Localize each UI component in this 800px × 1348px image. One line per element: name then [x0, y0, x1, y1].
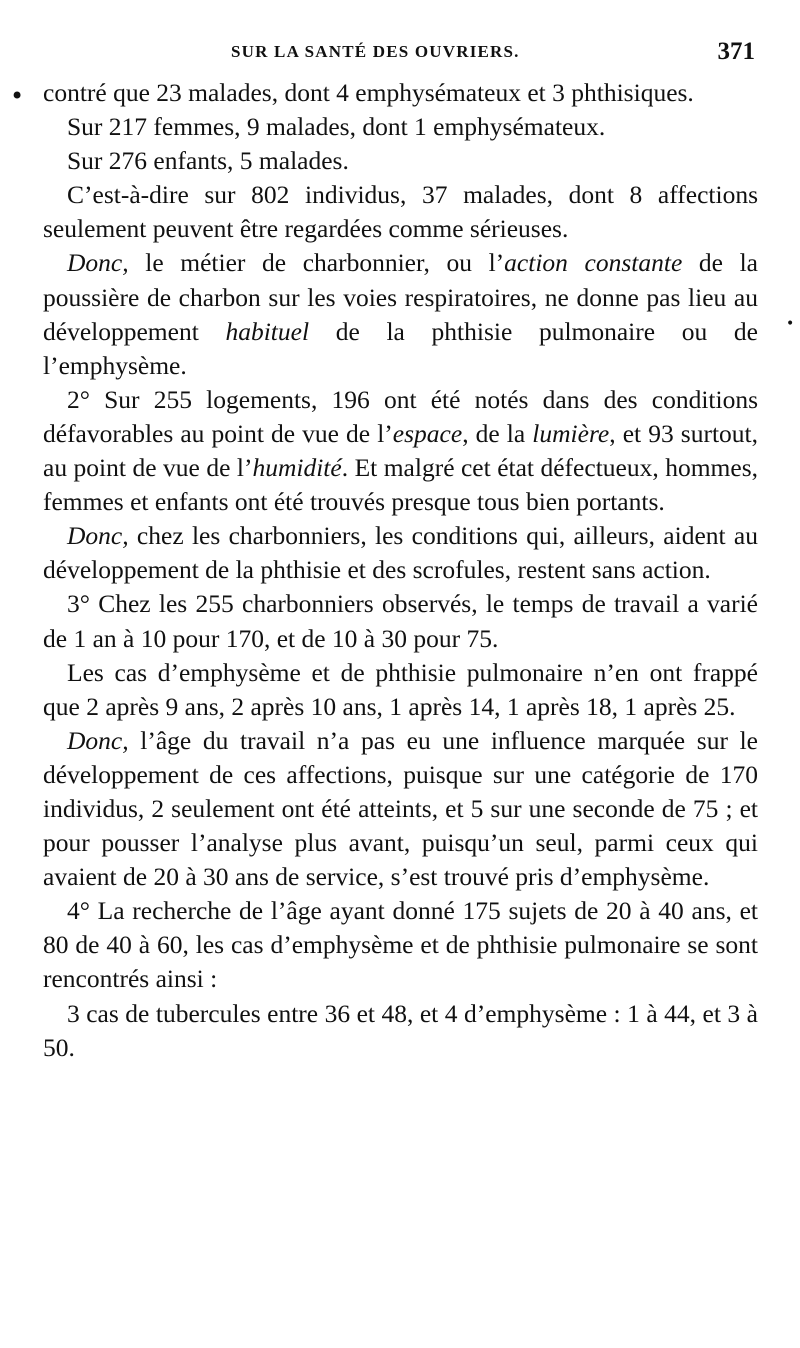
margin-dot-mark: •: [786, 316, 795, 332]
italic-term: Donc,: [67, 248, 129, 278]
text-run: 2° Sur 255 logements, 196 ont été notés dans des conditions défavorables au point de vue de l’: [43, 384, 758, 448]
text-run: le métier de charbonnier, ou l’: [128, 248, 505, 278]
text-run: chez les charbonniers, les conditions qui, ailleurs, aident au développement de la phthisie et des scrofules, restent sans action.: [43, 521, 758, 585]
italic-term: lumière: [532, 418, 610, 448]
paragraph: Sur 217 femmes, 9 malades, dont 1 emphysémateux.: [67, 112, 606, 142]
italic-term: humidité: [252, 453, 342, 483]
paragraph: [43, 383, 758, 519]
running-head: SUR LA SANTÉ DES OUVRIERS.: [231, 42, 520, 61]
paragraph: 4° La recherche de l’âge ayant donné 175 sujets de 20 à 40 ans, et 80 de 40 à 60, les cas d’emphysème et de phthisie pulmonaire se sont rencontrés ainsi :: [43, 896, 758, 994]
paragraph: [43, 724, 758, 894]
paragraph: contré que 23 malades, dont 4 emphysémateux et 3 phthisiques.: [43, 78, 694, 107]
paragraph: [43, 246, 758, 382]
italic-term: Donc,: [67, 521, 129, 551]
text-run: , de la: [462, 418, 533, 448]
body-text: [43, 76, 758, 1065]
text-run: , et 93 surtout, au point de vue de l’: [43, 418, 758, 483]
text-run: de la phthisie pulmonaire ou de l’emphysème.: [43, 316, 758, 380]
margin-bullet-mark: •: [10, 82, 25, 110]
page-header: [225, 34, 755, 74]
italic-term: espace: [392, 418, 463, 448]
paragraph: 3 cas de tubercules entre 36 et 48, et 4 d’emphysème : 1 à 44, et 3 à 50.: [43, 998, 758, 1062]
paragraph: Les cas d’emphysème et de phthisie pulmonaire n’en ont frappé que 2 après 9 ans, 2 après 10 ans, 1 après 14, 1 après 18, 1 après 25.: [43, 657, 758, 721]
text-run: . Et malgré cet état défectueux, hommes, femmes et enfants ont été trouvés presque tous bien portants.: [43, 453, 758, 517]
italic-term: action constante: [504, 248, 683, 278]
paragraph: 3° Chez les 255 charbonniers observés, le temps de travail a varié de 1 an à 10 pour 170, et de 10 à 30 pour 75.: [43, 589, 758, 653]
paragraph: Sur 276 enfants, 5 malades.: [67, 146, 349, 176]
text-run: de la poussière de charbon sur les voies respiratoires, ne donne pas lieu au développement: [43, 248, 758, 346]
paragraph: [43, 519, 758, 587]
italic-term: Donc,: [67, 725, 129, 755]
paragraph: C’est-à-dire sur 802 individus, 37 malades, dont 8 affections seulement peuvent être regardées comme sérieuses.: [43, 180, 758, 244]
page-number: 371: [717, 38, 755, 65]
text-run: l’âge du travail n’a pas eu une influence marquée sur le développement de ces affections, puisque sur une catégorie de 170 individus, 2 seulement ont été atteints, et 5 sur une seconde de 75 ; et pour pousser l’analyse plus avant, puisqu’un seul, parmi ceux qui avaient de 20 à 30 ans de service, s’est trouvé pris d’emphysème.: [43, 725, 758, 892]
italic-term: habituel: [225, 316, 310, 346]
